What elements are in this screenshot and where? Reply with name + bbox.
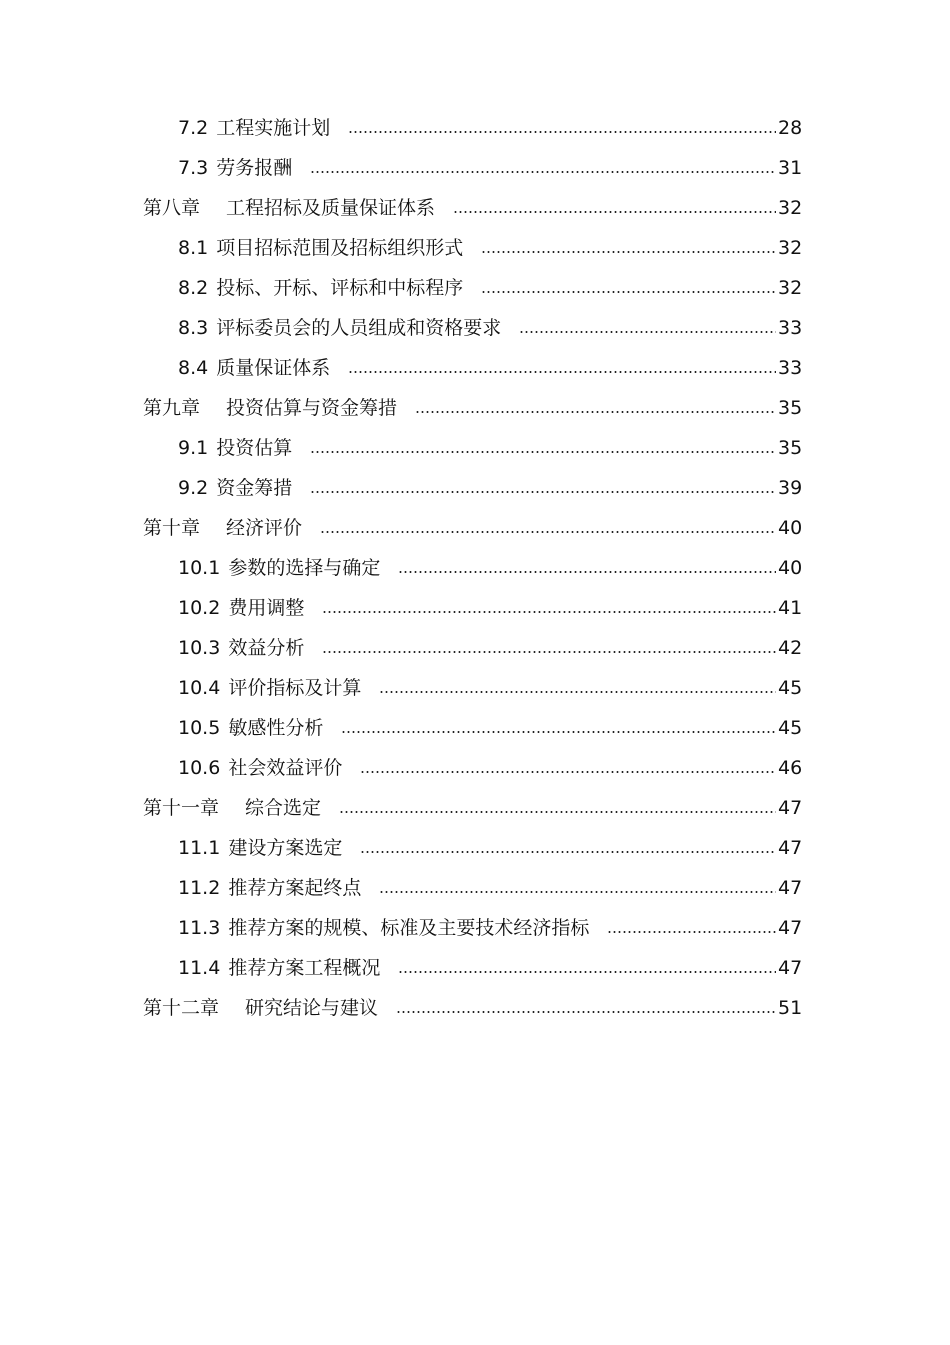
toc-entry-title: 评价指标及计算 [228,677,362,699]
dot-leader [360,851,776,853]
toc-section-entry[interactable] [0,348,950,388]
toc-entry-title: 项目招标范围及招标组织形式 [216,237,464,259]
toc-section-entry[interactable] [0,108,950,148]
toc-section-entry[interactable] [0,268,950,308]
toc-entry-number: 10.5 [178,717,221,739]
toc-entry-number: 11.4 [178,957,221,979]
toc-section-entry[interactable] [0,628,950,668]
toc-entry-title: 资金筹措 [216,477,293,499]
toc-entry-number: 10.3 [178,637,221,659]
toc-entry-title: 质量保证体系 [216,357,331,379]
toc-entry-page-number: 46 [778,757,803,779]
toc-entry-title: 投标、开标、评标和中标程序 [216,277,464,299]
dot-leader [322,651,776,653]
dot-leader [322,611,776,613]
dot-leader [348,371,776,373]
toc-entry-page-number: 42 [778,637,803,659]
toc-entry-title: 推荐方案的规模、标准及主要技术经济指标 [228,917,590,939]
dot-leader [481,251,776,253]
toc-section-entry[interactable] [0,228,950,268]
toc-entry-page-number: 41 [778,597,803,619]
toc-entry-title: 社会效益评价 [228,757,343,779]
toc-section-entry[interactable] [0,548,950,588]
toc-entry-title: 投资估算与资金筹措 [226,397,398,419]
toc-entry-page-number: 33 [778,317,803,339]
toc-entry-page-number: 40 [778,517,803,539]
toc-entry-number: 11.2 [178,877,221,899]
toc-entry-number: 11.1 [178,837,221,859]
toc-entry-title: 评标委员会的人员组成和资格要求 [216,317,502,339]
toc-section-entry[interactable] [0,748,950,788]
toc-entry-page-number: 47 [778,837,803,859]
toc-entry-page-number: 51 [778,997,803,1019]
toc-entry-number: 8.3 [178,317,209,339]
toc-chapter-entry[interactable] [0,508,950,548]
toc-chapter-entry[interactable] [0,788,950,828]
toc-entry-page-number: 33 [778,357,803,379]
toc-chapter-entry[interactable] [0,188,950,228]
toc-entry-page-number: 28 [778,117,803,139]
toc-entry-number: 7.2 [178,117,209,139]
dot-leader [519,331,776,333]
toc-section-entry[interactable] [0,308,950,348]
toc-entry-page-number: 32 [778,237,803,259]
toc-section-entry[interactable] [0,668,950,708]
toc-section-entry[interactable] [0,828,950,868]
toc-entry-page-number: 47 [778,957,803,979]
dot-leader [339,811,776,813]
dot-leader [310,171,776,173]
toc-entry-page-number: 47 [778,797,803,819]
toc-entry-number: 10.1 [178,557,221,579]
toc-entry-number: 9.1 [178,437,209,459]
toc-entry-page-number: 45 [778,677,803,699]
toc-section-entry[interactable] [0,428,950,468]
toc-entry-number: 第十章 [143,517,201,539]
toc-section-entry[interactable] [0,708,950,748]
dot-leader [481,291,776,293]
toc-entry-title: 费用调整 [228,597,305,619]
toc-entry-title: 工程招标及质量保证体系 [226,197,436,219]
toc-entry-number: 10.4 [178,677,221,699]
toc-entry-title: 经济评价 [226,517,303,539]
dot-leader [607,931,776,933]
toc-section-entry[interactable] [0,588,950,628]
dot-leader [398,971,776,973]
dot-leader [415,411,776,413]
toc-section-entry[interactable] [0,868,950,908]
toc-entry-page-number: 31 [778,157,803,179]
dot-leader [396,1011,776,1013]
toc-entry-title: 效益分析 [228,637,305,659]
toc-entry-page-number: 47 [778,877,803,899]
toc-entry-number: 7.3 [178,157,209,179]
toc-entry-title: 参数的选择与确定 [228,557,381,579]
dot-leader [310,491,776,493]
toc-chapter-entry[interactable] [0,388,950,428]
dot-leader [379,891,776,893]
toc-entry-number: 第九章 [143,397,201,419]
toc-entry-title: 建设方案选定 [228,837,343,859]
toc-entry-page-number: 32 [778,277,803,299]
toc-entry-number: 10.2 [178,597,221,619]
toc-section-entry[interactable] [0,148,950,188]
toc-chapter-entry[interactable] [0,988,950,1028]
toc-entry-title: 综合选定 [245,797,322,819]
toc-entry-page-number: 35 [778,437,803,459]
toc-entry-title: 推荐方案工程概况 [228,957,381,979]
toc-entry-page-number: 45 [778,717,803,739]
toc-entry-page-number: 35 [778,397,803,419]
toc-entry-page-number: 47 [778,917,803,939]
toc-entry-number: 8.2 [178,277,209,299]
toc-entry-number: 11.3 [178,917,221,939]
toc-entry-title: 敏感性分析 [228,717,324,739]
dot-leader [320,531,776,533]
toc-entry-number: 8.4 [178,357,209,379]
toc-entry-number: 9.2 [178,477,209,499]
toc-section-entry[interactable] [0,908,950,948]
toc-entry-page-number: 32 [778,197,803,219]
toc-section-entry[interactable] [0,948,950,988]
dot-leader [341,731,776,733]
dot-leader [398,571,776,573]
toc-entry-number: 第八章 [143,197,201,219]
toc-section-entry[interactable] [0,468,950,508]
dot-leader [379,691,776,693]
toc-entry-number: 第十二章 [143,997,220,1019]
toc-entry-page-number: 39 [778,477,803,499]
toc-entry-page-number: 40 [778,557,803,579]
toc-entry-number: 第十一章 [143,797,220,819]
toc-entry-number: 10.6 [178,757,221,779]
table-of-contents [0,108,950,1028]
dot-leader [360,771,776,773]
toc-entry-title: 工程实施计划 [216,117,331,139]
dot-leader [348,131,776,133]
dot-leader [453,211,776,213]
toc-entry-title: 劳务报酬 [216,157,293,179]
toc-entry-number: 8.1 [178,237,209,259]
dot-leader [310,451,776,453]
toc-entry-title: 推荐方案起终点 [228,877,362,899]
toc-entry-title: 投资估算 [216,437,293,459]
toc-entry-title: 研究结论与建议 [245,997,379,1019]
